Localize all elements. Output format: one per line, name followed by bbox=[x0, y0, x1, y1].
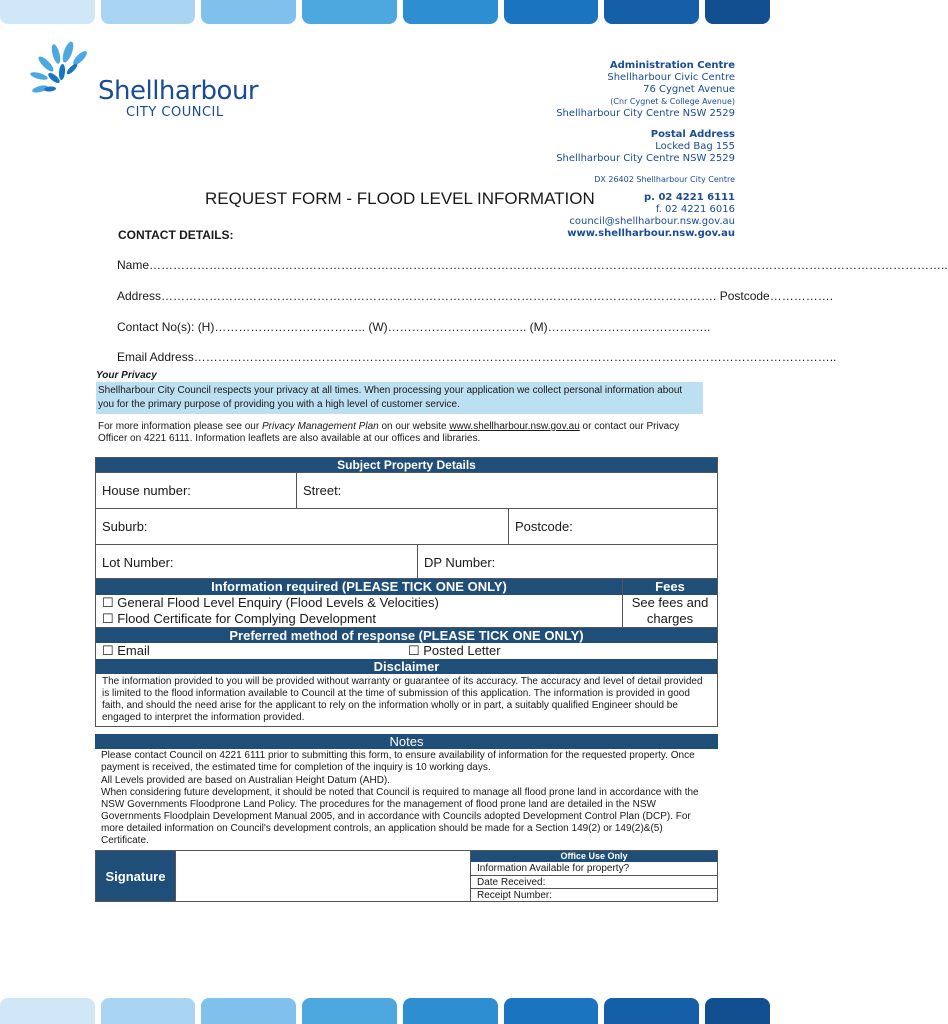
admin-centre-title: Administration Centre bbox=[609, 60, 735, 71]
privacy-heading: Your Privacy bbox=[96, 370, 157, 381]
notes-paragraph: When considering future development, it should be noted that Council is required to manage all flood prone land in accordance with the NSW Governments Floodprone Land Policy. The procedures for the management of flood prone land are detailed in the NSW Governments Floodplain Development Manual 2005, and in accordance with Councils adopted Development Control Plan (DCP). For more detailed information on Council's development controls, an application should be made for a Section 149(2) or 149(2)&(5) Certificate. bbox=[101, 787, 699, 846]
posted-letter-checkbox[interactable]: ☐ Posted Letter bbox=[408, 643, 501, 658]
top-decorative-stripes bbox=[0, 0, 770, 24]
admin-address-line: Shellharbour City Centre NSW 2529 bbox=[556, 108, 735, 119]
postal-address-line: Locked Bag 155 bbox=[655, 141, 735, 152]
name-field[interactable]: Name……………………………………………………………………………………………………………………………………………………………………………….. bbox=[117, 258, 948, 272]
office-use-heading: Office Use Only bbox=[471, 851, 717, 862]
admin-address-line: 76 Cygnet Avenue bbox=[643, 84, 735, 95]
general-flood-enquiry-checkbox[interactable]: ☐ General Flood Level Enquiry (Flood Levels & Velocities) bbox=[102, 595, 439, 610]
subject-property-table bbox=[95, 457, 718, 580]
signature-field[interactable] bbox=[175, 851, 470, 901]
council-address-block bbox=[515, 60, 735, 240]
lot-number-field[interactable]: Lot Number: bbox=[102, 554, 174, 570]
fax-line: f. 02 4221 6016 bbox=[655, 204, 735, 215]
email-line: council@shellharbour.nsw.gov.au bbox=[569, 216, 735, 227]
council-logo bbox=[28, 42, 259, 122]
signature-label: Signature bbox=[96, 851, 175, 901]
dx-line: DX 26402 Shellharbour City Centre bbox=[594, 175, 735, 184]
contact-numbers-field[interactable]: Contact No(s): (H)……………………………….. (W)…………………………….. (M)………………………………….. bbox=[117, 320, 711, 334]
house-number-field[interactable]: House number: bbox=[102, 483, 191, 498]
notes-paragraph: All Levels provided are based on Australian Height Datum (AHD). bbox=[101, 775, 391, 786]
postal-address-title: Postal Address bbox=[650, 129, 735, 140]
notes-paragraph: Please contact Council on 4221 6111 prior to submitting this form, to ensure availability of information for the requested property. Once payment is received, the estimated time for completion of the inquiry is 10 working days. bbox=[101, 750, 695, 773]
information-required-heading: Information required (PLEASE TICK ONE ONLY) bbox=[96, 579, 622, 595]
postcode-field[interactable]: Postcode: bbox=[508, 509, 717, 544]
fees-text: See fees and charges bbox=[631, 595, 709, 626]
privacy-notice bbox=[96, 370, 703, 445]
fees-heading: Fees bbox=[623, 579, 717, 595]
office-receipt-number: Receipt Number: bbox=[471, 888, 717, 901]
contact-details-heading: CONTACT DETAILS: bbox=[118, 228, 234, 242]
admin-address-line: (Cnr Cygnet & College Avenue) bbox=[610, 97, 735, 106]
dp-number-field[interactable]: DP Number: bbox=[417, 545, 717, 579]
flood-certificate-checkbox[interactable]: ☐ Flood Certificate for Complying Development bbox=[102, 611, 376, 626]
privacy-body: Shellharbour City Council respects your privacy at all times. When processing your application we collect personal information about you for the primary purpose of providing you with a high level of customer service. bbox=[96, 382, 703, 414]
office-date-received: Date Received: bbox=[471, 875, 717, 888]
privacy-more-info: For more information please see our Privacy Management Plan on our website www.shellharbour.nsw.gov.au or contact our Privacy Officer on 4221 6111. Information leaflets are also available at our offices and libraries. bbox=[98, 421, 680, 444]
office-info-available: Information Available for property? bbox=[477, 863, 630, 874]
logo-name: Shellharbour bbox=[98, 76, 259, 106]
notes-heading: Notes bbox=[95, 734, 718, 749]
street-field[interactable]: Street: bbox=[296, 473, 717, 508]
signature-table bbox=[95, 850, 718, 902]
logo-subtitle: CITY COUNCIL bbox=[126, 105, 224, 120]
email-address-field[interactable]: Email Address…………………………………………………………………………………………………………………………………………….. bbox=[117, 350, 837, 364]
information-table bbox=[95, 578, 718, 727]
response-method-heading: Preferred method of response (PLEASE TICK ONE ONLY) bbox=[96, 627, 717, 643]
form-title: REQUEST FORM - FLOOD LEVEL INFORMATION bbox=[205, 189, 595, 208]
phone-line: p. 02 4221 6111 bbox=[644, 192, 735, 203]
disclaimer-heading: Disclaimer bbox=[96, 659, 717, 674]
postal-address-line: Shellharbour City Centre NSW 2529 bbox=[556, 153, 735, 164]
shell-swirl-icon bbox=[28, 42, 100, 114]
notes-section bbox=[95, 734, 718, 847]
suburb-field[interactable]: Suburb: bbox=[102, 519, 148, 534]
subject-property-heading: Subject Property Details bbox=[96, 458, 717, 472]
bottom-decorative-stripes bbox=[0, 998, 770, 1024]
website-line: www.shellharbour.nsw.gov.au bbox=[567, 228, 735, 239]
email-response-checkbox[interactable]: ☐ Email bbox=[102, 643, 150, 658]
website-link[interactable]: www.shellharbour.nsw.gov.au bbox=[449, 421, 580, 432]
disclaimer-text: The information provided to you will be provided without warranty or guarantee of its accuracy. The accuracy and level of detail provided is limited to the flood information available to Council at the time of submission of this application. The information is provided in good faith, and should the need arise for the applicant to rely on the information wholly or in part, a suitably qualified Engineer should be engaged to interpret the information provided. bbox=[102, 676, 703, 723]
admin-address-line: Shellharbour Civic Centre bbox=[607, 72, 735, 83]
privacy-plan-title: Privacy Management Plan bbox=[261, 421, 379, 432]
address-field[interactable]: Address…………………………………………………………………………………………………………………………. Postcode……………. bbox=[117, 289, 834, 303]
